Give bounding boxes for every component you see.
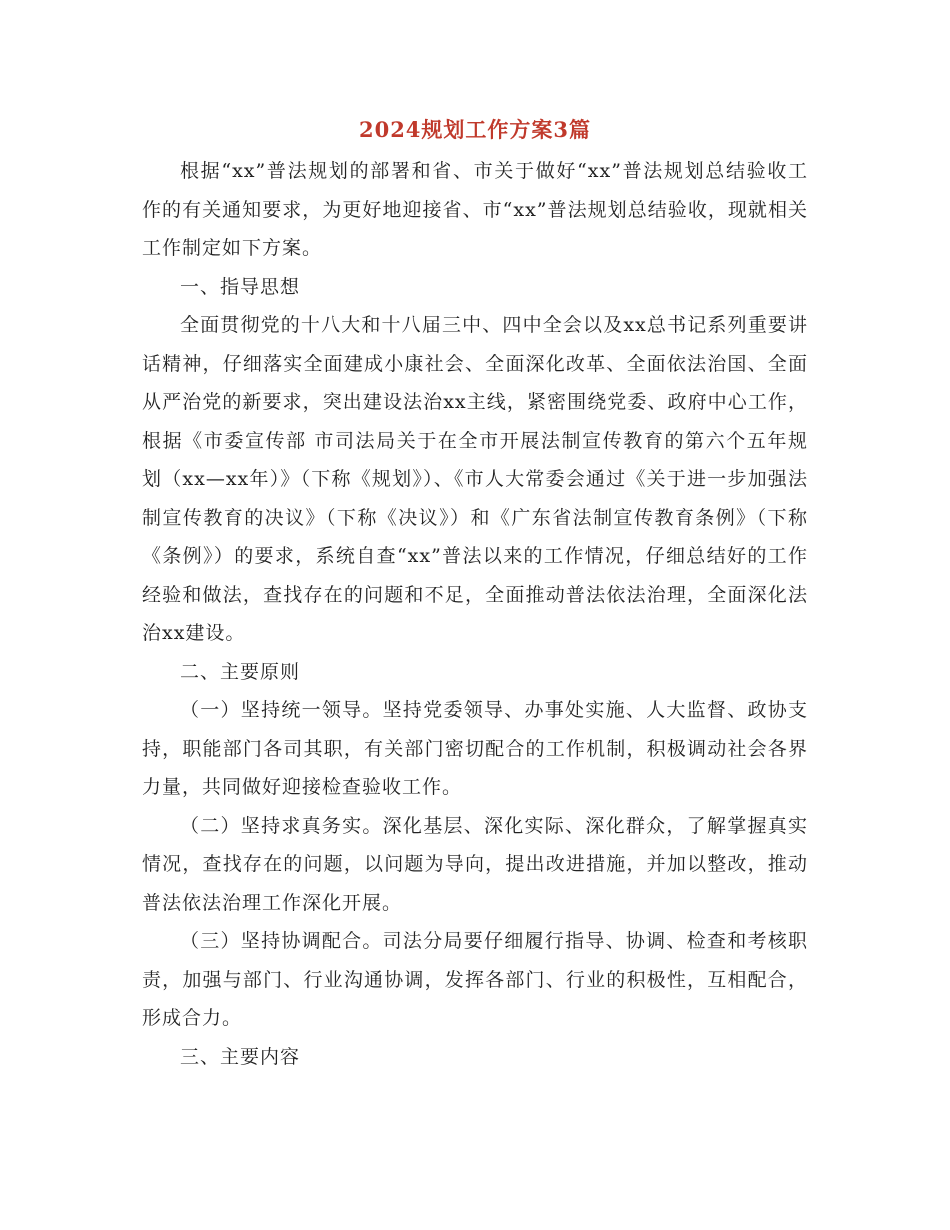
heading-guiding-thought: 一、指导思想	[180, 275, 301, 298]
paragraph-principle-1: （一）坚持统一领导。坚持党委领导、办事处实施、人大监督、政协支持，职能部门各司其职，有关部门密切配合的工作机制，积极调动社会各界力量，共同做好迎接检查验收工作。	[142, 699, 808, 798]
heading-main-content: 三、主要内容	[180, 1045, 301, 1068]
heading-main-principles: 二、主要原则	[180, 660, 301, 683]
paragraph-intro: 根据“xx”普法规划的部署和省、市关于做好“xx”普法规划总结验收工作的有关通知要求，为更好地迎接省、市“xx”普法规划总结验收，现就相关工作制定如下方案。	[142, 160, 808, 259]
paragraph-guiding-thought: 全面贯彻党的十八大和十八届三中、四中全会以及xx总书记系列重要讲话精神，仔细落实全面建成小康社会、全面深化改革、全面依法治国、全面从严治党的新要求，突出建设法治xx主线，紧密围绕党委、政府中心工作，根据《市委宣传部 市司法局关于在全市开展法制宣传教育的第六个五年规划（xx—xx年）》（下称《规划》）、《市人大常委会通过《关于进一步加强法制宣传教育的决议》（下称《决议》）和《广东省法制宣传教育条例》（下称《条例》）的要求，系统自查“xx”普法以来的工作情况，仔细总结好的工作经验和做法，查找存在的问题和不足，全面推动普法依法治理，全面深化法治xx建设。	[142, 314, 808, 644]
document-body	[142, 152, 808, 1076]
document-title: 2024规划工作方案3篇	[358, 117, 592, 142]
paragraph-principle-2: （二）坚持求真务实。深化基层、深化实际、深化群众，了解掌握真实情况，查找存在的问题，以问题为导向，提出改进措施，并加以整改，推动普法依法治理工作深化开展。	[142, 814, 808, 914]
paragraph-principle-3: （三）坚持协调配合。司法分局要仔细履行指导、协调、检查和考核职责，加强与部门、行业沟通协调，发挥各部门、行业的积极性，互相配合，形成合力。	[142, 930, 808, 1029]
